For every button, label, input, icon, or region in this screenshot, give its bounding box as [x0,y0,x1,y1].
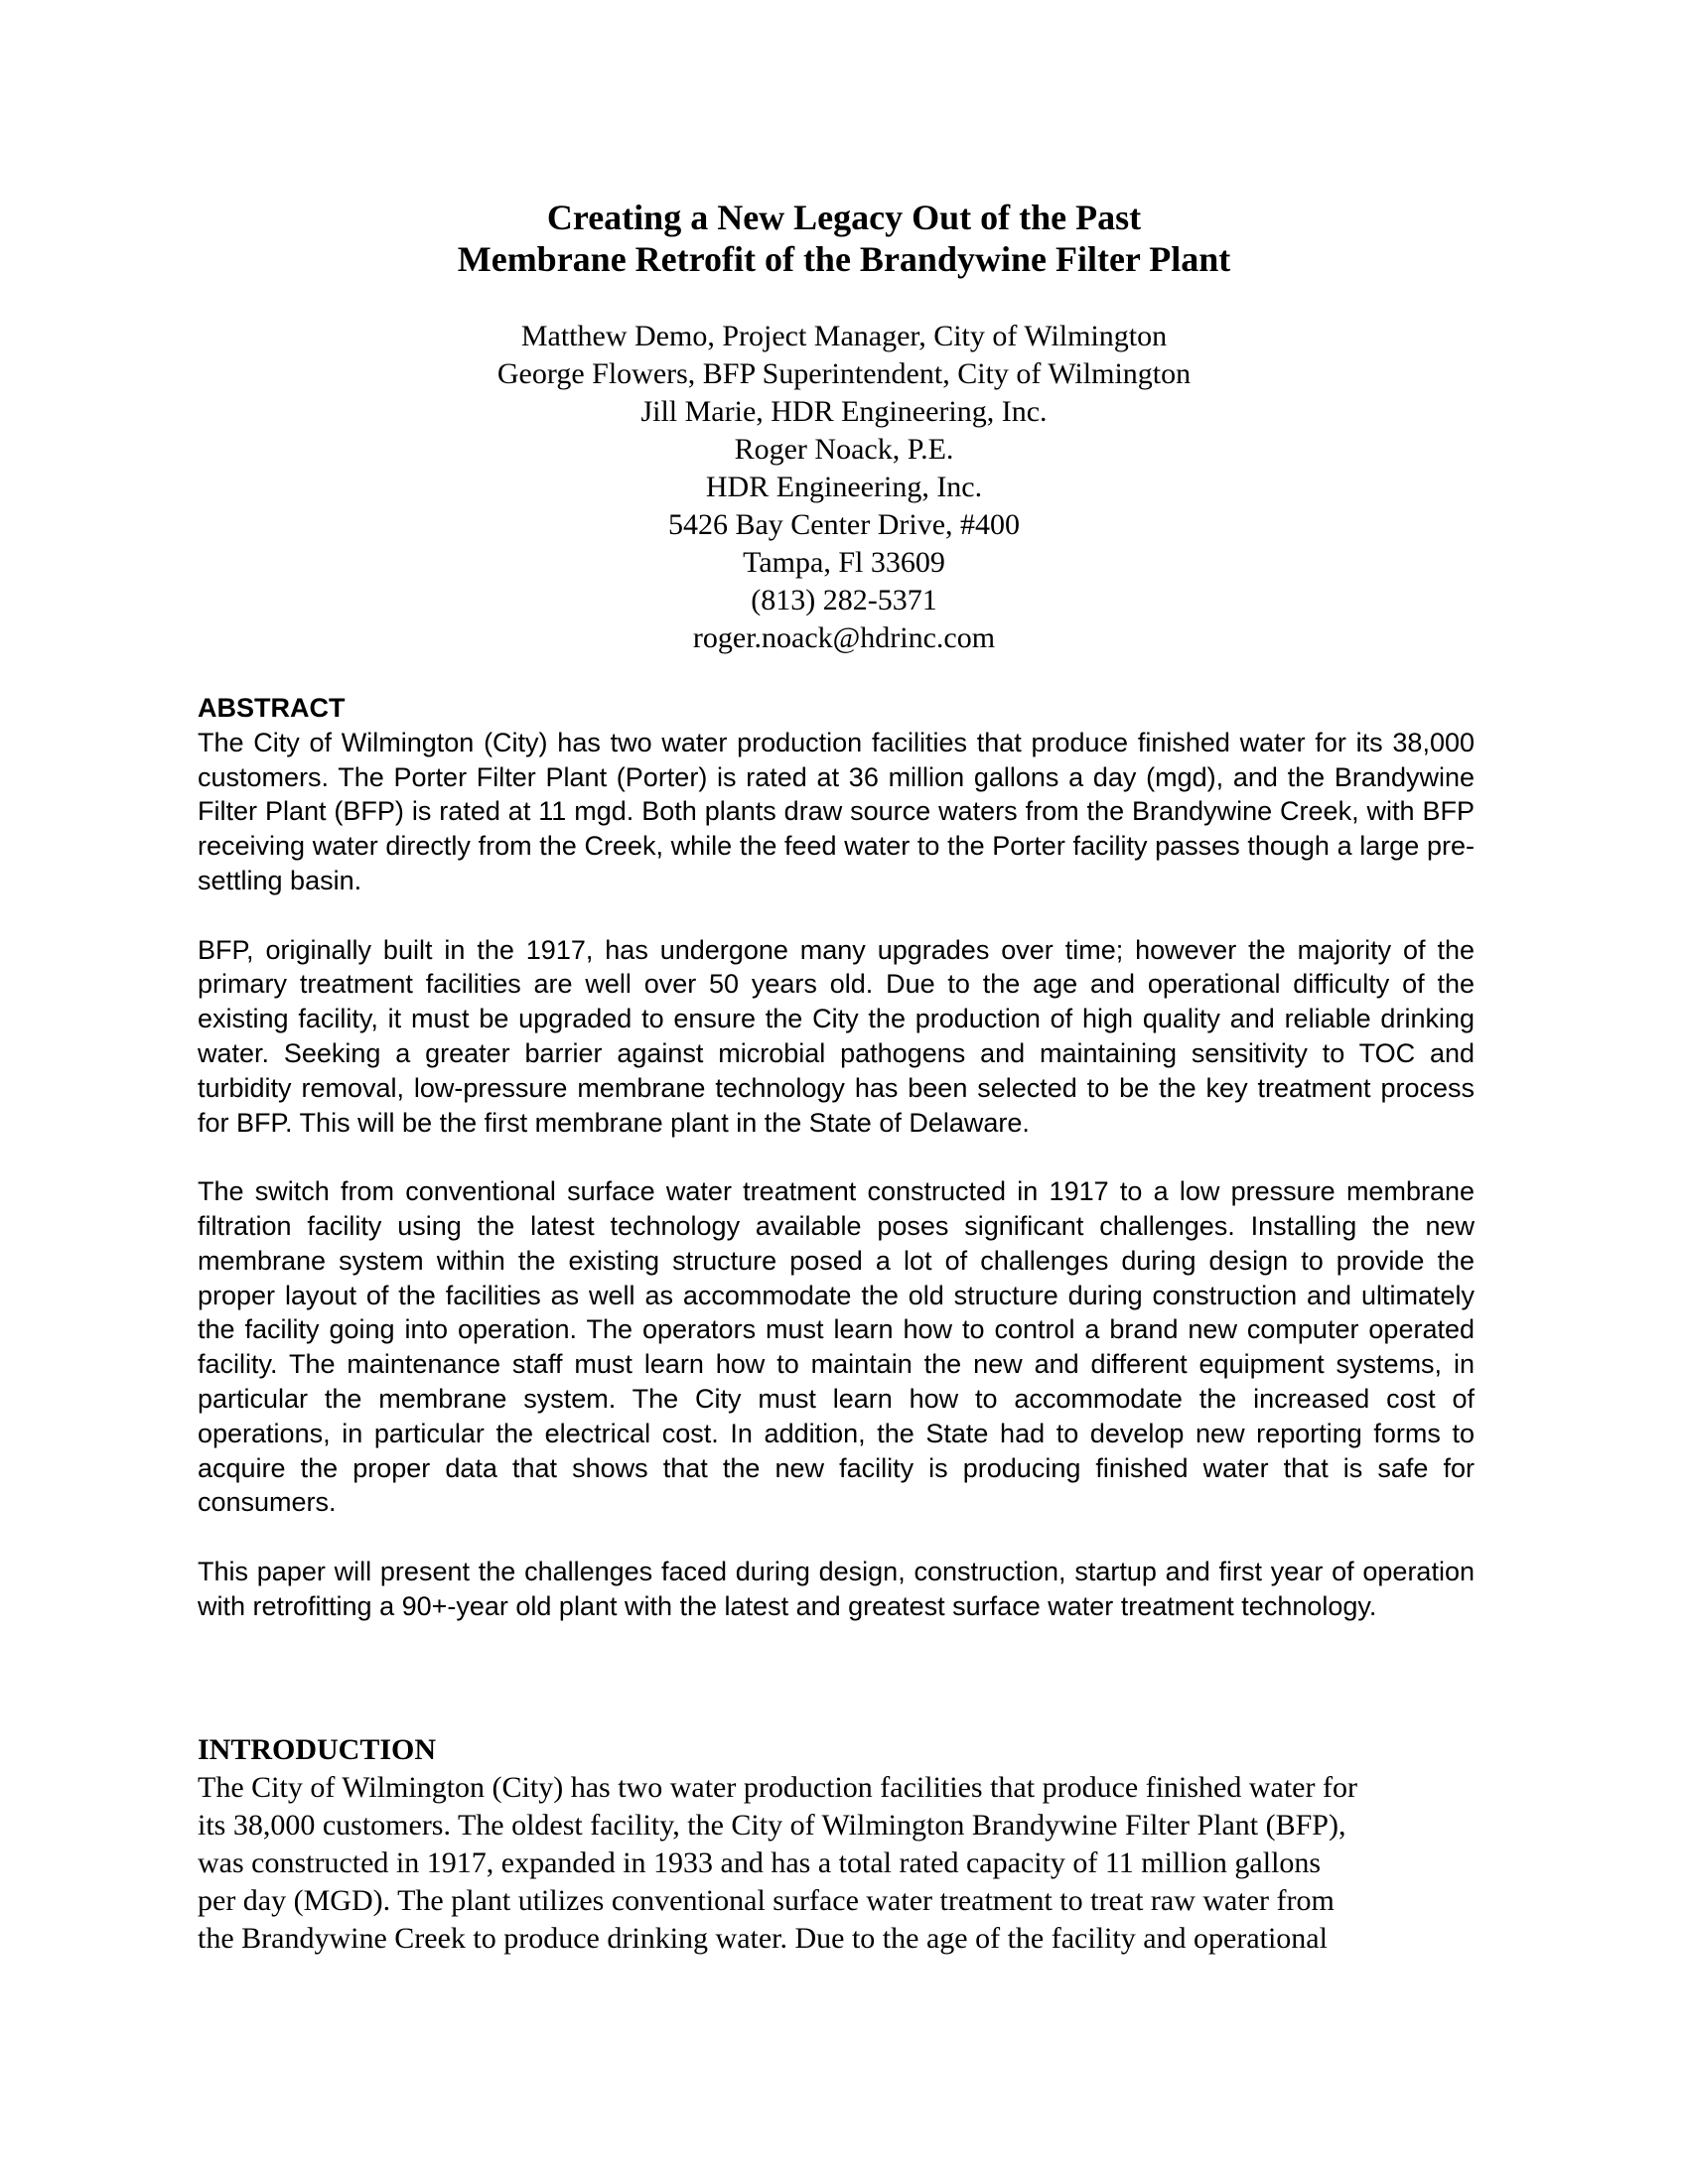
city-line: Tampa, Fl 33609 [743,546,945,579]
introduction-paragraph [198,1769,1475,1958]
text-line: The City of Wilmington (City) has two water production facilities that produce finished water for [198,1771,1357,1804]
title-line-1: Creating a New Legacy Out of the Past [546,198,1142,237]
text-line: per day (MGD). The plant utilizes conventional surface water treatment to treat raw water from [198,1884,1335,1917]
address-line: 5426 Bay Center Drive, #400 [667,508,1021,541]
email-line: roger.noack@hdrinc.com [692,621,996,654]
phone-line: (813) 282-5371 [751,584,937,616]
introduction-section [198,1731,1475,1958]
author-line: George Flowers, BFP Superintendent, City of Wilmington [496,357,1192,390]
text-line: its 38,000 customers. The oldest facility, the City of Wilmington Brandywine Filter Plant (BFP), [198,1809,1346,1842]
abstract-paragraph: The switch from conventional surface water treatment constructed in 1917 to a low pressure membrane filtration facility using the latest technology available poses significant challenges. Installing the new membrane system within the existing structure posed a lot of challenges during design to provide the proper layout of the facilities as well as accommodate the old structure during construction and ultimately the facility going into operation. The operators must learn how to control a brand new computer operated facility. The maintenance staff must learn how to maintain the new and different equipment systems, in particular the membrane system. The City must learn how to accommodate the increased cost of operations, in particular the electrical cost. In addition, the State had to develop new reporting forms to acquire the proper data that shows that the new facility is producing finished water that is safe for consumers. [198,1176,1475,1518]
paper-title [0,197,1688,280]
title-line-2: Membrane Retrofit of the Brandywine Filter Plant [457,239,1231,279]
text-line: the Brandywine Creek to produce drinking water. Due to the age of the facility and operational [198,1922,1328,1955]
abstract-paragraph: This paper will present the challenges faced during design, construction, startup and first year of operation with retrofitting a 90+-year old plant with the latest and greatest surface water treatment technology. [198,1556,1475,1621]
author-line: Matthew Demo, Project Manager, City of Wilmington [520,320,1168,352]
abstract-paragraph: BFP, originally built in the 1917, has undergone many upgrades over time; however the majority of the primary treatment facilities are well over 50 years old. Due to the age and operational difficulty of the existing facility, it must be upgraded to ensure the City the production of high quality and reliable drinking water. Seeking a greater barrier against microbial pathogens and maintaining sensitivity to TOC and turbidity removal, low-pressure membrane technology has been selected to be the key treatment process for BFP. This will be the first membrane plant in the State of Delaware. [198,934,1475,1138]
introduction-heading: INTRODUCTION [198,1733,437,1766]
abstract-section [198,691,1475,1658]
abstract-heading: ABSTRACT [198,693,346,723]
affiliation-line: HDR Engineering, Inc. [705,471,983,503]
abstract-paragraph: The City of Wilmington (City) has two water production facilities that produce finished water for its 38,000 customers. The Porter Filter Plant (Porter) is rated at 36 million gallons a day (mgd), and the Brandywine Filter Plant (BFP) is rated at 11 mgd. Both plants draw source waters from the Brandywine Creek, with BFP receiving water directly from the Creek, while the feed water to the Porter facility passes though a large pre-settling basin. [198,727,1475,895]
author-line: Roger Noack, P.E. [734,433,954,466]
author-line: Jill Marie, HDR Engineering, Inc. [640,395,1048,428]
author-block [0,318,1688,657]
text-line: was constructed in 1917, expanded in 1933 and has a total rated capacity of 11 million gallons [198,1846,1322,1879]
